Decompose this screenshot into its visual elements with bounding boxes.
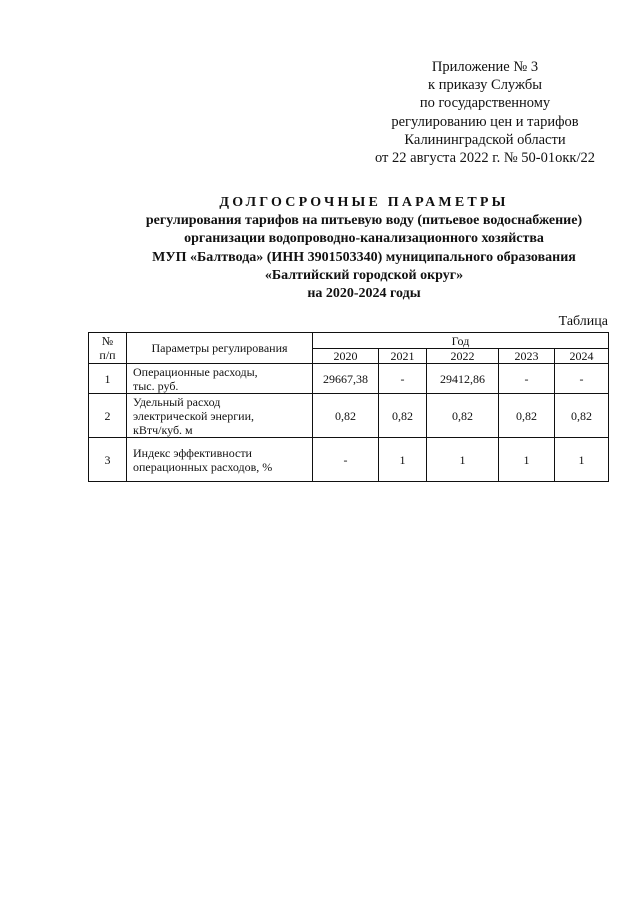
row-number: 1 bbox=[89, 364, 127, 394]
row-number: 3 bbox=[89, 438, 127, 482]
row-value: - bbox=[499, 364, 555, 394]
header-number: № п/п bbox=[89, 333, 127, 364]
header-year: 2022 bbox=[427, 349, 499, 364]
row-value: 29667,38 bbox=[313, 364, 379, 394]
row-value: 0,82 bbox=[379, 394, 427, 438]
appendix-line: регулированию цен и тарифов bbox=[391, 113, 579, 130]
row-value: 29412,86 bbox=[427, 364, 499, 394]
row-value: 0,82 bbox=[499, 394, 555, 438]
row-parameter: Операционные расходы, тыс. руб. bbox=[127, 364, 313, 394]
row-value: - bbox=[313, 438, 379, 482]
document-heading bbox=[88, 194, 640, 303]
row-parameter: Удельный расход электрической энергии, кВтч/куб. м bbox=[127, 394, 313, 438]
appendix-line: по государственному bbox=[419, 95, 551, 112]
header-year: 2023 bbox=[499, 349, 555, 364]
table-caption: Таблица bbox=[558, 314, 608, 329]
heading-line: организации водопроводно-канализационного хозяйства bbox=[184, 231, 544, 247]
row-value: 1 bbox=[499, 438, 555, 482]
row-number: 2 bbox=[89, 394, 127, 438]
header-year: 2020 bbox=[313, 349, 379, 364]
table-row bbox=[89, 364, 609, 394]
row-value: 0,82 bbox=[313, 394, 379, 438]
heading-line: «Балтийский городской округ» bbox=[264, 267, 464, 283]
row-value: - bbox=[555, 364, 609, 394]
table-row bbox=[89, 394, 609, 438]
row-value: 0,82 bbox=[555, 394, 609, 438]
header-year: 2024 bbox=[555, 349, 609, 364]
row-value: - bbox=[379, 364, 427, 394]
table-row bbox=[89, 438, 609, 482]
header-year: 2021 bbox=[379, 349, 427, 364]
table-header-row bbox=[89, 333, 609, 349]
appendix-line: Калининградской области bbox=[404, 131, 566, 148]
document-title: ДОЛГОСРОЧНЫЕ ПАРАМЕТРЫ bbox=[219, 195, 509, 210]
header-parameter: Параметры регулирования bbox=[127, 333, 313, 364]
appendix-line: от 22 августа 2022 г. № 50-01окк/22 bbox=[375, 150, 595, 167]
appendix-line: Приложение № 3 bbox=[431, 59, 539, 75]
parameters-table bbox=[88, 332, 609, 482]
appendix-line: к приказу Службы bbox=[428, 77, 542, 94]
heading-line: МУП «Балтвода» (ИНН 3901503340) муниципального образования bbox=[152, 249, 576, 265]
row-value: 1 bbox=[555, 438, 609, 482]
row-parameter: Индекс эффективности операционных расходов, % bbox=[127, 438, 313, 482]
row-value: 1 bbox=[379, 438, 427, 482]
row-value: 1 bbox=[427, 438, 499, 482]
row-value: 0,82 bbox=[427, 394, 499, 438]
heading-line: на 2020-2024 годы bbox=[307, 286, 421, 302]
header-year-group: Год bbox=[313, 333, 609, 349]
heading-line: регулирования тарифов на питьевую воду (питьевое водоснабжение) bbox=[145, 213, 583, 229]
appendix-block bbox=[340, 58, 630, 167]
